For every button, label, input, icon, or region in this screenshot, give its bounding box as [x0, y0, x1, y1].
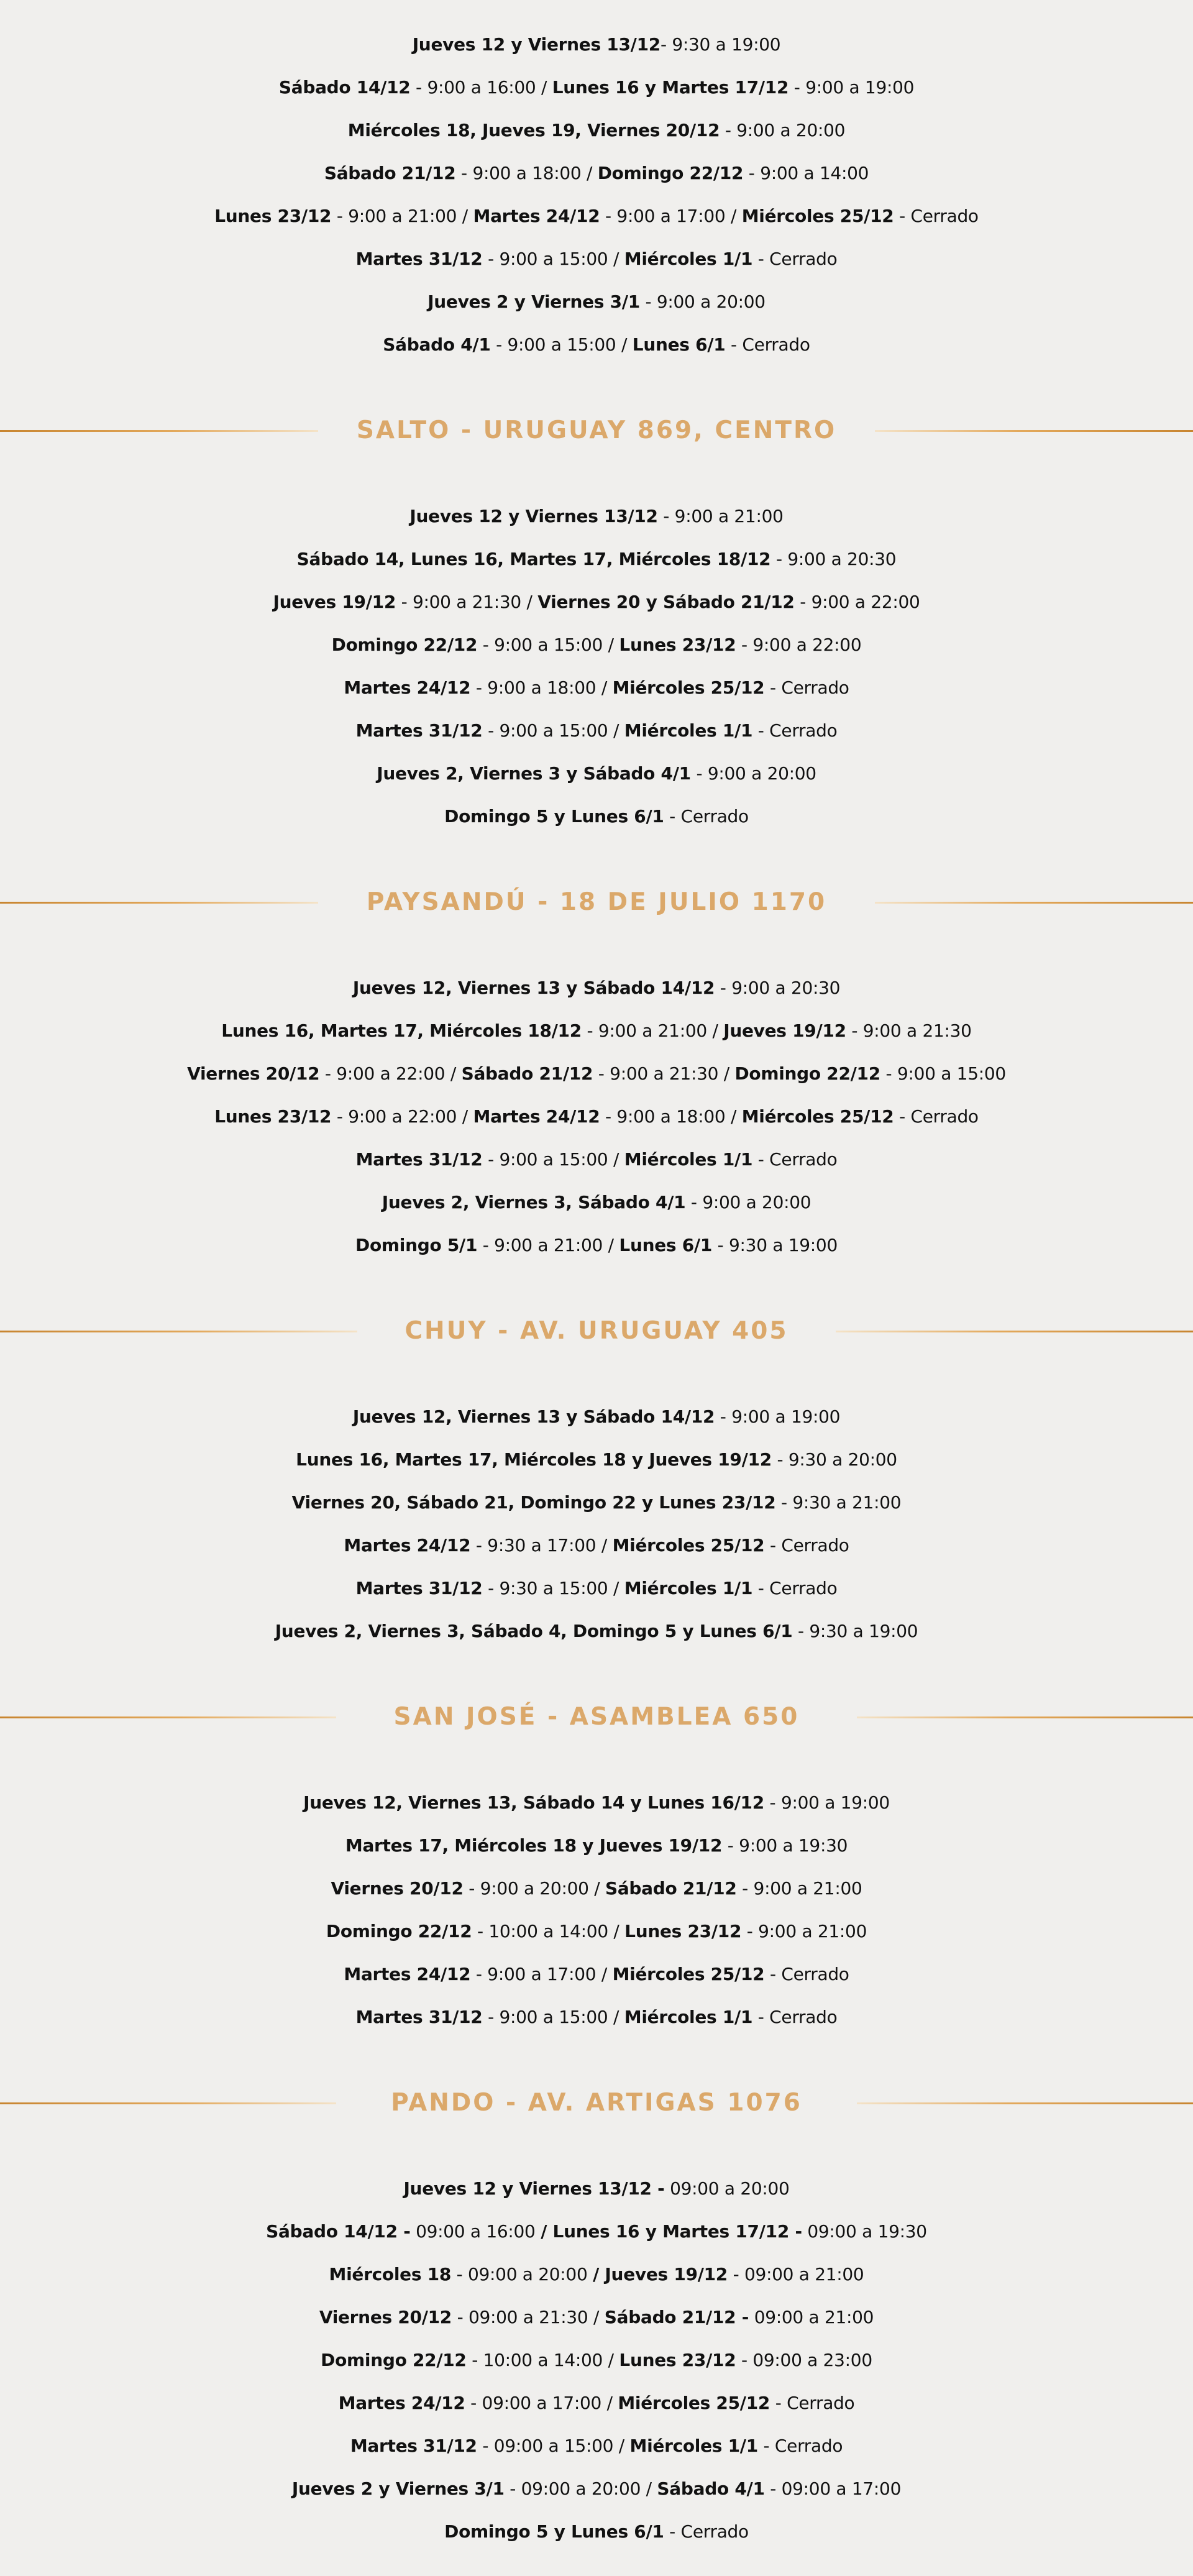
- schedule-hours: - Cerrado: [764, 1964, 849, 1984]
- store-location-title: SAN JOSÉ - ASAMBLEA 650: [393, 1703, 800, 1731]
- schedule-line: [0, 1867, 1193, 1910]
- schedule-hours: - 09:00 a 17:00 /: [465, 2393, 618, 2413]
- schedule-hours: - 9:30 a 20:00: [771, 1449, 897, 1470]
- schedule-hours: - 9:00 a 19:30: [722, 1835, 848, 1856]
- schedule-day: Jueves 12, Viernes 13 y Sábado 14/12: [352, 1406, 715, 1427]
- schedule-hours: - 09:00 a 21:00: [728, 2264, 864, 2285]
- schedule-line: [0, 280, 1193, 323]
- schedule-hours: - 9:00 a 15:00 /: [477, 635, 619, 655]
- schedule-hours: - 10:00 a 14:00 /: [472, 1921, 625, 1941]
- schedule-day: Domingo 22/12: [734, 1063, 880, 1084]
- schedule-day: Martes 31/12: [350, 2436, 477, 2456]
- schedule-line: [0, 2510, 1193, 2553]
- schedule-line: [0, 2467, 1193, 2510]
- schedule-hours: - 9:00 a 20:30: [715, 978, 841, 998]
- schedule-hours: - Cerrado: [757, 2436, 843, 2456]
- schedule-day: Domingo 5 y Lunes 6/1: [444, 806, 664, 827]
- schedule-hours: - Cerrado: [752, 720, 838, 741]
- schedule-line: [0, 1610, 1193, 1652]
- schedule-day: Domingo 22/12: [331, 635, 478, 655]
- schedule-hours: - 9:00 a 21:00 /: [331, 206, 473, 226]
- schedule-line: [0, 23, 1193, 66]
- schedule-hours: - 9:30 a 15:00 /: [482, 1578, 624, 1598]
- schedule-day: Miércoles 25/12: [612, 1535, 765, 1556]
- schedule-hours: - 9:00 a 14:00: [743, 163, 869, 183]
- schedule-hours: - Cerrado: [664, 2521, 749, 2542]
- schedule-line: [0, 1781, 1193, 1824]
- schedule-lines: [0, 2167, 1193, 2553]
- schedule-line: [0, 1953, 1193, 1996]
- schedule-day: Sábado 21/12: [605, 1878, 737, 1899]
- schedule-hours: - 9:00 a 18:00 /: [600, 1106, 742, 1127]
- schedule-day: Martes 31/12: [355, 2007, 483, 2027]
- schedule-line: [0, 1524, 1193, 1567]
- schedule-section: [0, 881, 1193, 1267]
- schedule-day: Lunes 6/1: [632, 334, 726, 355]
- schedule-hours: - 9:00 a 17:00 /: [600, 206, 742, 226]
- schedule-line: [0, 1824, 1193, 1867]
- schedule-hours: - 9:00 a 20:30: [770, 549, 897, 569]
- schedule-day: Viernes 20/12: [187, 1063, 320, 1084]
- schedule-hours: - 9:30 a 21:00: [775, 1492, 902, 1513]
- schedule-line: [0, 66, 1193, 109]
- schedule-hours: - 9:00 a 20:00: [685, 1192, 811, 1212]
- schedule-hours: - 9:00 a 20:00: [720, 120, 846, 140]
- schedule-day: Miércoles 1/1: [624, 1578, 753, 1598]
- schedule-day: Miércoles 25/12: [612, 1964, 765, 1984]
- schedule-day: Jueves 12 y Viernes 13/12: [412, 34, 660, 55]
- schedule-day: Martes 31/12: [355, 249, 483, 269]
- schedule-day: Domingo 22/12: [321, 2350, 467, 2370]
- schedule-lines: [0, 966, 1193, 1267]
- schedule-line: [0, 966, 1193, 1009]
- section-header: [0, 2081, 1193, 2124]
- schedule-day: Martes 31/12: [355, 1149, 483, 1170]
- schedule-day: Viernes 20 y Sábado 21/12: [537, 592, 795, 612]
- schedule-line: [0, 1138, 1193, 1181]
- store-location-title: PAYSANDÚ - 18 DE JULIO 1170: [366, 888, 827, 916]
- schedule-line: [0, 538, 1193, 580]
- schedule-hours: 09:00 a 20:00: [664, 2178, 790, 2199]
- schedule-hours: - Cerrado: [664, 806, 749, 827]
- schedule-day: Lunes 23/12: [624, 1921, 742, 1941]
- schedule-hours: 09:00 a 21:00: [749, 2307, 874, 2327]
- schedule-hours: - 9:00 a 21:30: [846, 1020, 972, 1041]
- schedule-day: Viernes 20/12: [319, 2307, 452, 2327]
- schedule-line: [0, 580, 1193, 623]
- schedule-day: Domingo 5/1: [355, 1235, 478, 1255]
- schedule-hours: - 09:00 a 17:00: [764, 2478, 902, 2499]
- schedule-hours: - 9:00 a 21:00: [741, 1921, 867, 1941]
- schedule-hours: - 9:00 a 15:00 /: [482, 1149, 624, 1170]
- schedule-hours: - 09:00 a 20:00 /: [504, 2478, 657, 2499]
- schedule-day: Lunes 16, Martes 17, Miércoles 18/12: [221, 1020, 582, 1041]
- schedule-day: Martes 24/12: [338, 2393, 465, 2413]
- store-location-title: SALTO - URUGUAY 869, CENTRO: [356, 416, 837, 444]
- schedule-hours: - 9:00 a 19:00: [764, 1792, 890, 1813]
- schedule-line: [0, 709, 1193, 752]
- schedule-day: Jueves 19/12: [273, 592, 396, 612]
- schedule-day: Jueves 12, Viernes 13 y Sábado 14/12: [352, 978, 715, 998]
- schedule-hours: - 9:00 a 18:00 /: [470, 677, 613, 698]
- schedule-hours: - 10:00 a 14:00 /: [466, 2350, 619, 2370]
- schedule-line: [0, 2167, 1193, 2210]
- schedule-day: Jueves 19/12: [723, 1020, 846, 1041]
- schedule-day: Jueves 12 y Viernes 13/12 -: [403, 2178, 665, 2199]
- schedule-line: [0, 666, 1193, 709]
- schedule-day: Miércoles 1/1: [624, 1149, 753, 1170]
- schedule-hours: - 9:00 a 16:00 /: [410, 77, 552, 98]
- schedule-day: Sábado 21/12 -: [604, 2307, 749, 2327]
- schedule-line: [0, 2296, 1193, 2339]
- schedule-hours: - 9:00 a 20:00: [690, 763, 816, 784]
- schedule-line: [0, 1438, 1193, 1481]
- schedule-day: Viernes 20/12: [331, 1878, 464, 1899]
- schedule-day: Jueves 2 y Viernes 3/1: [291, 2478, 505, 2499]
- schedule-day: Jueves 12, Viernes 13, Sábado 14 y Lunes 16/12: [303, 1792, 764, 1813]
- schedule-line: [0, 1224, 1193, 1267]
- schedule-hours: - 9:00 a 21:00 /: [581, 1020, 724, 1041]
- schedule-section: [0, 2081, 1193, 2553]
- schedule-day: Martes 17, Miércoles 18 y Jueves 19/12: [345, 1835, 723, 1856]
- schedule-hours: - 9:30 a 19:00: [712, 1235, 838, 1255]
- schedule-hours: - 9:00 a 22:00 /: [319, 1063, 462, 1084]
- schedule-section: [0, 1695, 1193, 2038]
- schedule-day: Martes 24/12: [473, 1106, 600, 1127]
- schedule-hours: - 09:00 a 15:00 /: [477, 2436, 630, 2456]
- schedule-hours: - 09:00 a 20:00: [451, 2264, 593, 2285]
- store-location-title: CHUY - AV. URUGUAY 405: [405, 1317, 788, 1345]
- schedule-hours: - Cerrado: [894, 1106, 979, 1127]
- section-header: [0, 409, 1193, 452]
- schedule-hours: - 9:00 a 21:00 /: [477, 1235, 619, 1255]
- schedule-day: Sábado 14/12: [278, 77, 411, 98]
- schedule-day: Lunes 6/1: [619, 1235, 713, 1255]
- schedule-line: [0, 195, 1193, 237]
- schedule-line: [0, 1996, 1193, 2038]
- schedule-day: Miércoles 25/12: [741, 1106, 894, 1127]
- schedule-day: Miércoles 18: [329, 2264, 452, 2285]
- schedule-line: [0, 1181, 1193, 1224]
- schedule-day: Sábado 4/1: [383, 334, 491, 355]
- schedule-hours: - Cerrado: [752, 249, 838, 269]
- schedule-day: Sábado 14, Lunes 16, Martes 17, Miércoles 18/12: [296, 549, 771, 569]
- schedule-day: Martes 24/12: [473, 206, 600, 226]
- schedule-line: [0, 752, 1193, 795]
- schedule-day: Sábado 21/12: [324, 163, 456, 183]
- schedule-day: Lunes 23/12: [619, 635, 736, 655]
- schedule-hours: - 09:00 a 23:00: [736, 2350, 872, 2370]
- schedule-day: Lunes 23/12: [214, 1106, 332, 1127]
- schedule-hours: - 9:00 a 15:00 /: [482, 249, 624, 269]
- schedule-day: Lunes 16, Martes 17, Miércoles 18 y Jueves 19/12: [296, 1449, 772, 1470]
- schedule-line: [0, 1910, 1193, 1953]
- schedule-day: Jueves 2 y Viernes 3/1: [427, 291, 640, 312]
- section-header: [0, 1695, 1193, 1738]
- schedule-day: Jueves 12 y Viernes 13/12: [409, 506, 658, 526]
- schedule-day: Lunes 23/12: [619, 2350, 736, 2370]
- schedule-hours: - Cerrado: [725, 334, 810, 355]
- schedule-line: [0, 495, 1193, 538]
- schedule-line: [0, 623, 1193, 666]
- schedule-lines: [0, 495, 1193, 838]
- schedule-hours: - Cerrado: [764, 1535, 849, 1556]
- schedule-hours: - 9:30 a 19:00: [792, 1621, 918, 1641]
- schedule-hours: - 9:00 a 15:00 /: [482, 2007, 624, 2027]
- schedule-day: Lunes 23/12: [214, 206, 332, 226]
- schedule-day: Miércoles 1/1: [629, 2436, 758, 2456]
- schedule-hours: - Cerrado: [894, 206, 979, 226]
- schedule-hours: - 9:00 a 17:00 /: [470, 1964, 613, 1984]
- schedule-day: Miércoles 1/1: [624, 2007, 753, 2027]
- schedule-hours: - 9:00 a 15:00 /: [490, 334, 633, 355]
- schedule-day: Lunes 16 y Martes 17/12: [552, 77, 789, 98]
- schedule-hours: - 9:00 a 15:00: [880, 1063, 1006, 1084]
- schedule-day: Miércoles 1/1: [624, 249, 753, 269]
- schedule-line: [0, 1052, 1193, 1095]
- schedule-day: Jueves 2, Viernes 3, Sábado 4/1: [382, 1192, 686, 1212]
- schedule-line: [0, 1095, 1193, 1138]
- schedule-line: [0, 2210, 1193, 2253]
- schedule-lines: [0, 23, 1193, 366]
- section-header: [0, 881, 1193, 924]
- schedule-day: Domingo 5 y Lunes 6/1: [444, 2521, 664, 2542]
- schedule-day: / Lunes 16 y Martes 17/12 -: [541, 2221, 802, 2242]
- schedule-section: [0, 409, 1193, 838]
- schedule-line: [0, 237, 1193, 280]
- schedule-hours: - 9:00 a 18:00 /: [455, 163, 598, 183]
- schedule-section: [0, 1309, 1193, 1652]
- schedule-hours: 09:00 a 19:30: [802, 2221, 927, 2242]
- schedule-lines: [0, 1395, 1193, 1652]
- schedule-line: [0, 1481, 1193, 1524]
- schedule-lines: [0, 1781, 1193, 2038]
- schedule-day: Martes 24/12: [344, 677, 471, 698]
- schedule-day: Miércoles 25/12: [741, 206, 894, 226]
- schedule-day: Martes 31/12: [355, 1578, 483, 1598]
- section-header: [0, 1309, 1193, 1352]
- schedule-day: Miércoles 1/1: [624, 720, 753, 741]
- schedule-hours: - 9:00 a 21:00: [657, 506, 784, 526]
- schedule-day: Domingo 22/12: [597, 163, 744, 183]
- schedule-hours: - 09:00 a 21:30 /: [451, 2307, 605, 2327]
- schedule-line: [0, 2339, 1193, 2381]
- schedule-day: Miércoles 25/12: [618, 2393, 770, 2413]
- schedule-line: [0, 2424, 1193, 2467]
- schedule-hours: - 9:00 a 19:00: [715, 1406, 841, 1427]
- schedule-day: Martes 24/12: [344, 1535, 471, 1556]
- schedule-day: / Jueves 19/12: [593, 2264, 728, 2285]
- schedule-day: Jueves 2, Viernes 3, Sábado 4, Domingo 5 y Lunes 6/1: [275, 1621, 793, 1641]
- schedule-day: Miércoles 25/12: [612, 677, 765, 698]
- schedule-hours: - 9:00 a 22:00: [736, 635, 862, 655]
- schedule-hours: - Cerrado: [770, 2393, 855, 2413]
- schedule-line: [0, 1567, 1193, 1610]
- schedule-line: [0, 2381, 1193, 2424]
- store-location-title: PANDO - AV. ARTIGAS 1076: [391, 2089, 802, 2117]
- schedule-line: [0, 109, 1193, 152]
- schedule-day: Miércoles 18, Jueves 19, Viernes 20/12: [347, 120, 720, 140]
- schedule-hours: - Cerrado: [752, 1578, 838, 1598]
- schedule-hours: - 9:00 a 21:00: [736, 1878, 862, 1899]
- schedule-day: Martes 31/12: [355, 720, 483, 741]
- schedule-line: [0, 152, 1193, 195]
- schedule-hours: - 9:00 a 20:00 /: [463, 1878, 605, 1899]
- schedule-line: [0, 323, 1193, 366]
- schedule-hours: - 9:00 a 22:00: [794, 592, 920, 612]
- schedule-hours: - 9:00 a 21:30 /: [396, 592, 538, 612]
- schedule-hours: - Cerrado: [752, 1149, 838, 1170]
- schedule-hours: - Cerrado: [752, 2007, 838, 2027]
- schedule-section: [0, 23, 1193, 366]
- schedule-line: [0, 795, 1193, 838]
- schedule-hours: - 9:00 a 20:00: [639, 291, 766, 312]
- schedule-day: Sábado 21/12: [461, 1063, 593, 1084]
- schedule-day: Martes 24/12: [344, 1964, 471, 1984]
- schedule-hours: - 9:30 a 17:00 /: [470, 1535, 613, 1556]
- schedule-day: Domingo 22/12: [326, 1921, 472, 1941]
- schedule-line: [0, 1009, 1193, 1052]
- schedule-hours: - 9:00 a 19:00: [788, 77, 915, 98]
- schedule-line: [0, 2253, 1193, 2296]
- schedule-day: Jueves 2, Viernes 3 y Sábado 4/1: [377, 763, 691, 784]
- schedule-day: Viernes 20, Sábado 21, Domingo 22 y Lunes 23/12: [291, 1492, 776, 1513]
- schedule-hours: - 9:00 a 21:30 /: [593, 1063, 735, 1084]
- schedule-day: Sábado 4/1: [657, 2478, 765, 2499]
- schedule-line: [0, 1395, 1193, 1438]
- schedule-hours: - 9:00 a 22:00 /: [331, 1106, 473, 1127]
- schedule-hours: 09:00 a 16:00: [410, 2221, 541, 2242]
- schedule-hours: - Cerrado: [764, 677, 849, 698]
- schedule-hours: - 9:30 a 19:00: [660, 34, 781, 55]
- schedule-hours: - 9:00 a 15:00 /: [482, 720, 624, 741]
- schedule-day: Sábado 14/12 -: [266, 2221, 411, 2242]
